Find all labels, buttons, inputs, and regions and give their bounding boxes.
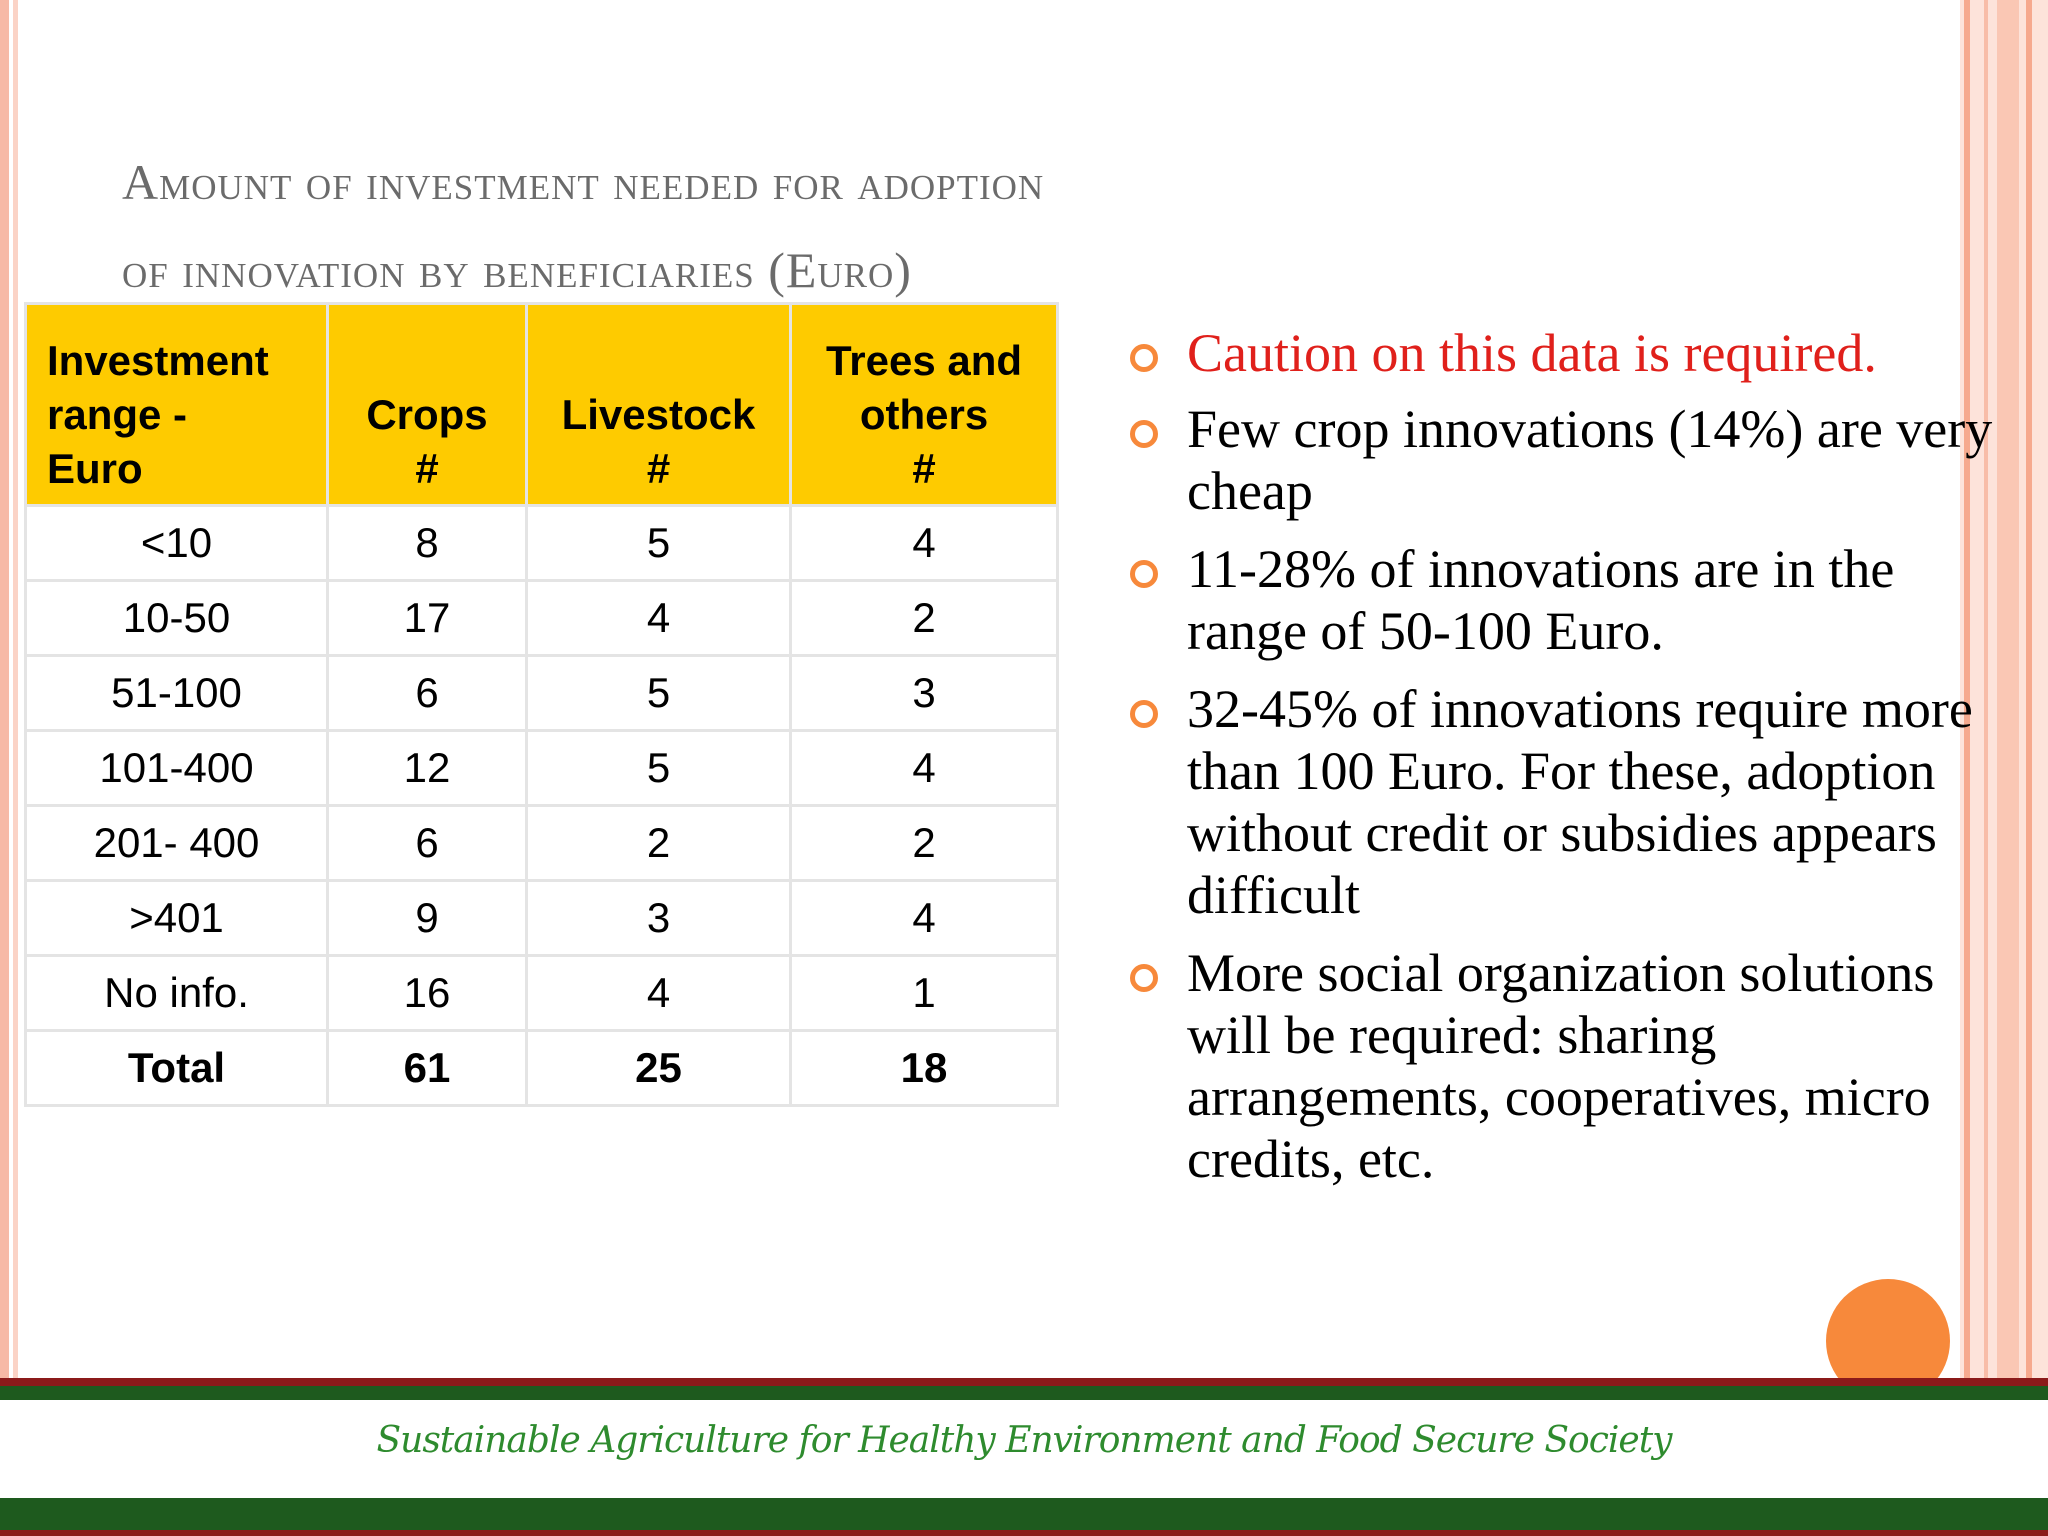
header-crops: Crops #: [328, 304, 527, 506]
bullet-ring-icon: [1130, 344, 1158, 372]
slide-title-line-1: Amount of investment needed for adoption: [122, 154, 1045, 210]
left-border-stripe: [0, 0, 9, 1380]
header-trees-and-others: Trees and others #: [791, 304, 1058, 506]
footer-stripe: [0, 1530, 2048, 1536]
range-cell: <10: [26, 506, 328, 581]
range-cell: 51-100: [26, 656, 328, 731]
table-total-row: [26, 1031, 1058, 1106]
slide-title-line-2: of innovation by beneficiaries (Euro): [122, 242, 912, 298]
table-row: [26, 956, 1058, 1031]
bullet-item: 32-45% of innovations require more than 100 Euro. For these, adoption without credit or subsidies appears difficult: [1124, 678, 2024, 926]
header-investment-range: Investment range - Euro: [26, 304, 328, 506]
header-livestock: Livestock #: [527, 304, 791, 506]
crops-cell: 9: [328, 881, 527, 956]
table-header-row: [26, 304, 1058, 506]
trees-cell: 1: [791, 956, 1058, 1031]
bullet-list: [1124, 322, 2024, 1206]
range-cell: >401: [26, 881, 328, 956]
footer-stripe: [0, 1498, 2048, 1530]
slide-title: [122, 138, 1882, 314]
livestock-cell: 4: [527, 956, 791, 1031]
trees-cell: 4: [791, 881, 1058, 956]
footer-slogan: Sustainable Agriculture for Healthy Environment and Food Secure Society: [376, 1420, 1672, 1461]
left-border-stripe-inner: [13, 0, 18, 1380]
crops-cell: 6: [328, 806, 527, 881]
table-row: [26, 806, 1058, 881]
range-cell: 101-400: [26, 731, 328, 806]
trees-cell: 2: [791, 806, 1058, 881]
crops-cell: 8: [328, 506, 527, 581]
trees-cell: 4: [791, 506, 1058, 581]
range-cell: 201- 400: [26, 806, 328, 881]
range-cell: 10-50: [26, 581, 328, 656]
bullet-item: 11-28% of innovations are in the range of 50-100 Euro.: [1124, 538, 2024, 662]
table-row: [26, 506, 1058, 581]
bullet-ring-icon: [1130, 420, 1158, 448]
table-row: [26, 656, 1058, 731]
bullet-ring-icon: [1130, 964, 1158, 992]
bullet-ring-icon: [1130, 560, 1158, 588]
table-row: [26, 731, 1058, 806]
total-livestock-cell: 25: [527, 1031, 791, 1106]
table-row: [26, 581, 1058, 656]
trees-cell: 3: [791, 656, 1058, 731]
livestock-cell: 4: [527, 581, 791, 656]
total-crops-cell: 61: [328, 1031, 527, 1106]
investment-table: [24, 302, 1059, 1107]
range-cell: No info.: [26, 956, 328, 1031]
bullet-item-caution: Caution on this data is required.: [1124, 322, 2024, 384]
livestock-cell: 5: [527, 656, 791, 731]
total-trees-cell: 18: [791, 1031, 1058, 1106]
livestock-cell: 3: [527, 881, 791, 956]
crops-cell: 17: [328, 581, 527, 656]
footer-stripe: [0, 1378, 2048, 1386]
livestock-cell: 5: [527, 731, 791, 806]
livestock-cell: 2: [527, 806, 791, 881]
table-row: [26, 881, 1058, 956]
bullet-item: Few crop innovations (14%) are very cheap: [1124, 398, 2024, 522]
footer-banner: [0, 1400, 2048, 1498]
bullet-ring-icon: [1130, 700, 1158, 728]
crops-cell: 6: [328, 656, 527, 731]
crops-cell: 12: [328, 731, 527, 806]
footer-stripe: [0, 1386, 2048, 1400]
livestock-cell: 5: [527, 506, 791, 581]
crops-cell: 16: [328, 956, 527, 1031]
trees-cell: 2: [791, 581, 1058, 656]
bullet-item: More social organization solutions will be required: sharing arrangements, cooperatives, micro credits, etc.: [1124, 942, 2024, 1190]
right-border-line: [2026, 0, 2032, 1380]
total-label-cell: Total: [26, 1031, 328, 1106]
trees-cell: 4: [791, 731, 1058, 806]
